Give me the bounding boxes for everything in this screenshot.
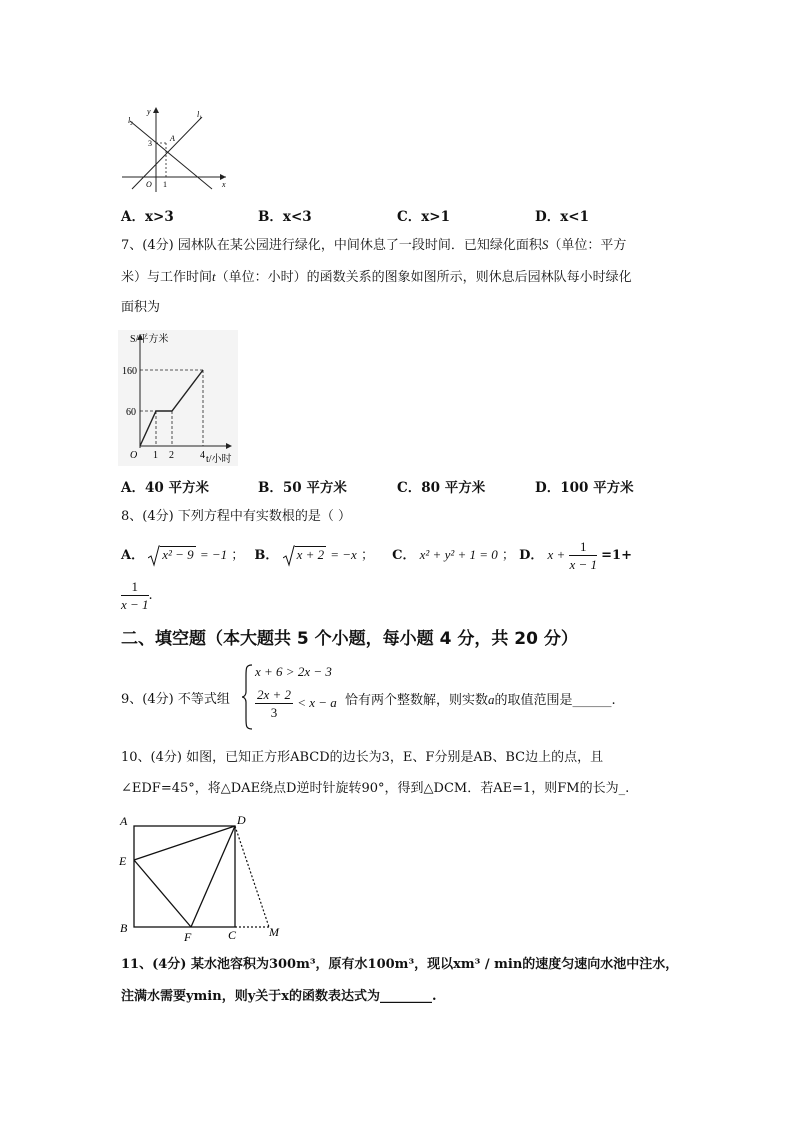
q8-option-d-fraction: $\frac{1}{x - 1}$: [569, 539, 597, 572]
q7-stem-line3: 面积为: [121, 300, 161, 315]
q8-options: A． x² − 9 = −1 ； B． x + 2 = −x ； C． x² + y² + 1 = 0 ； D． x + $\frac{1}{x - 1}$ =1+: [121, 539, 632, 572]
section-2-title: 二、填空题（本大题共 5 个小题，每小题 4 分，共 20 分）: [121, 629, 578, 649]
point-e-label: E: [119, 854, 127, 868]
q7-option-d: D．100 平方米: [535, 480, 634, 496]
q9-lead: 9、(4分) 不等式组: [121, 692, 230, 707]
q9-inequality-2: $\frac{2x + 2}{3}$ < x − a: [257, 687, 337, 720]
q10-square-figure: [116, 810, 292, 942]
origin-label: O: [130, 450, 138, 461]
q6-line-graph: [118, 103, 230, 193]
q7-area-time-graph: [118, 330, 238, 466]
q9-tail: 恰有两个整数解，则实数a的取值范围是______.: [345, 692, 616, 708]
q8-option-a-label: A．: [121, 548, 145, 563]
q7-option-c: C．80 平方米: [397, 480, 486, 496]
vertex-d-label: D: [237, 813, 246, 827]
q9-inequality-1: x + 6 > 2x − 3: [255, 664, 332, 679]
vertex-a-label: A: [120, 814, 128, 828]
t-axis-label: t/小时: [206, 454, 232, 465]
q7-option-b: B．50 平方米: [258, 480, 347, 496]
tick-60-label: 60: [126, 407, 136, 418]
q6-option-c: C．x>1: [397, 209, 450, 225]
tick-1-label: 1: [163, 180, 167, 189]
q8-option-a-expr: x² − 9: [148, 545, 195, 567]
origin-label: O: [146, 180, 152, 189]
sqrt-sign-icon: [148, 545, 160, 567]
q11-stem-line2: 注满水需要ymin，则y关于x的函数表达式为________.: [121, 989, 437, 1004]
point-m-label: M: [269, 925, 279, 939]
q8-option-d-continuation: $\frac{1}{x - 1}$ .: [121, 579, 153, 612]
q8-option-c-expr: x² + y² + 1 = 0: [419, 547, 498, 562]
q8-option-b-expr: x + 2: [283, 545, 327, 567]
l2-label: $l_2$: [128, 116, 133, 127]
point-f-label: F: [184, 930, 192, 942]
s-axis-label: S/平方米: [130, 334, 169, 345]
left-brace-icon: [241, 664, 253, 730]
q8-option-c-label: C．: [392, 548, 416, 563]
tick-160-label: 160: [122, 366, 137, 377]
q8-fraction-2: $\frac{1}{x - 1}$: [121, 579, 149, 612]
q6-option-b: B．x<3: [258, 209, 312, 225]
q10-stem-line1: 10、(4分) 如图，已知正方形ABCD的边长为3，E、F分别是AB、BC边上的点，且: [121, 750, 604, 765]
q6-option-d: D．x<1: [535, 209, 589, 225]
q11-stem-line1: 11、(4分) 某水池容积为300m³，原有水100m³，现以xm³ / min的速度匀速向水池中注水，: [121, 957, 679, 972]
q8-option-b-label: B．: [254, 548, 279, 563]
q6-option-a: A．x>3: [121, 209, 174, 225]
l1-label: $l_1$: [197, 110, 202, 121]
tick-4-label: 4: [200, 450, 205, 461]
q10-stem-line2: ∠EDF=45°，将△DAE绕点D逆时针旋转90°，得到△DCM．若AE=1，则FM的长为_.: [121, 781, 630, 796]
q8-stem: 8、(4分) 下列方程中有实数根的是（ ）: [121, 509, 351, 524]
q7-option-a: A．40 平方米: [121, 480, 209, 496]
x-axis-label: x: [222, 180, 226, 189]
sqrt-sign-icon: [283, 545, 295, 567]
q7-stem-line2: 米）与工作时间t（单位：小时）的函数关系的图象如图所示，则休息后园林队每小时绿化: [121, 269, 632, 285]
tick-1-label: 1: [153, 450, 158, 461]
vertex-c-label: C: [228, 928, 237, 942]
vertex-b-label: B: [120, 921, 128, 935]
q8-option-d-label: D．: [519, 548, 544, 563]
point-a-label: A: [170, 134, 175, 143]
tick-3-label: 3: [148, 139, 152, 148]
y-axis-label: y: [147, 107, 151, 116]
q7-stem-line1: 7、(4分) 园林队在某公园进行绿化，中间休息了一段时间．已知绿化面积S（单位：平方: [121, 237, 627, 253]
tick-2-label: 2: [169, 450, 174, 461]
